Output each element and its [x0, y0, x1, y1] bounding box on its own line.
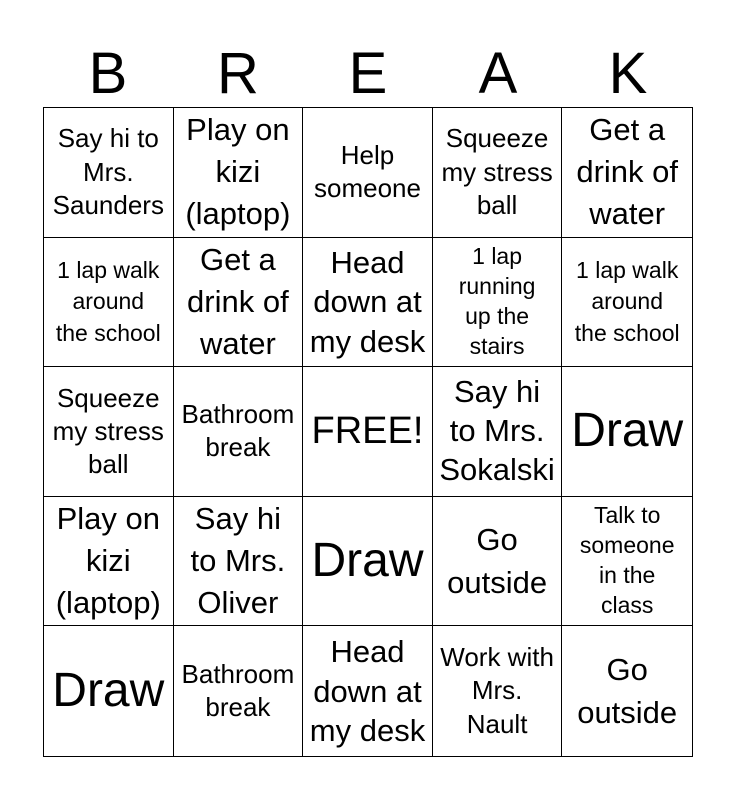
bingo-cell: Squeeze my stress ball	[44, 367, 174, 497]
bingo-cell: Play on kizi (laptop)	[174, 108, 304, 238]
bingo-cell: Squeeze my stress ball	[433, 108, 563, 238]
header-letter-b: B	[88, 41, 128, 106]
bingo-cell: Say hi to Mrs. Saunders	[44, 108, 174, 238]
bingo-card	[43, 107, 693, 757]
bingo-cell: Say hi to Mrs. Oliver	[174, 497, 304, 627]
bingo-header	[43, 40, 693, 108]
bingo-cell: Help someone	[303, 108, 433, 238]
bingo-cell: Play on kizi (laptop)	[44, 497, 174, 627]
bingo-cell: Head down at my desk	[303, 238, 433, 368]
bingo-cell: Draw	[303, 497, 433, 627]
header-letter-e: E	[348, 41, 388, 106]
bingo-cell: Get a drink of water	[174, 238, 304, 368]
bingo-cell: 1 lap walk around the school	[44, 238, 174, 368]
bingo-cell: Draw	[562, 367, 692, 497]
bingo-cell: Work with Mrs. Nault	[433, 626, 563, 756]
bingo-cell: Talk to someone in the class	[562, 497, 692, 627]
header-letter-r: R	[217, 41, 259, 106]
bingo-cell: Bathroom break	[174, 367, 304, 497]
bingo-cell: 1 lap running up the stairs	[433, 238, 563, 368]
header-letter-k: K	[608, 41, 648, 106]
free-space: FREE!	[303, 367, 433, 497]
bingo-cell: Head down at my desk	[303, 626, 433, 756]
header-letter-a: A	[478, 41, 518, 106]
bingo-cell: Say hi to Mrs. Sokalski	[433, 367, 563, 497]
bingo-cell: Go outside	[577, 651, 678, 731]
bingo-cell: Go outside	[433, 497, 563, 627]
bingo-cell: 1 lap walk around the school	[562, 238, 692, 368]
bingo-cell: Get a drink of water	[562, 108, 692, 238]
bingo-cell: Draw	[44, 626, 174, 756]
bingo-cell: Bathroom break	[174, 626, 304, 756]
